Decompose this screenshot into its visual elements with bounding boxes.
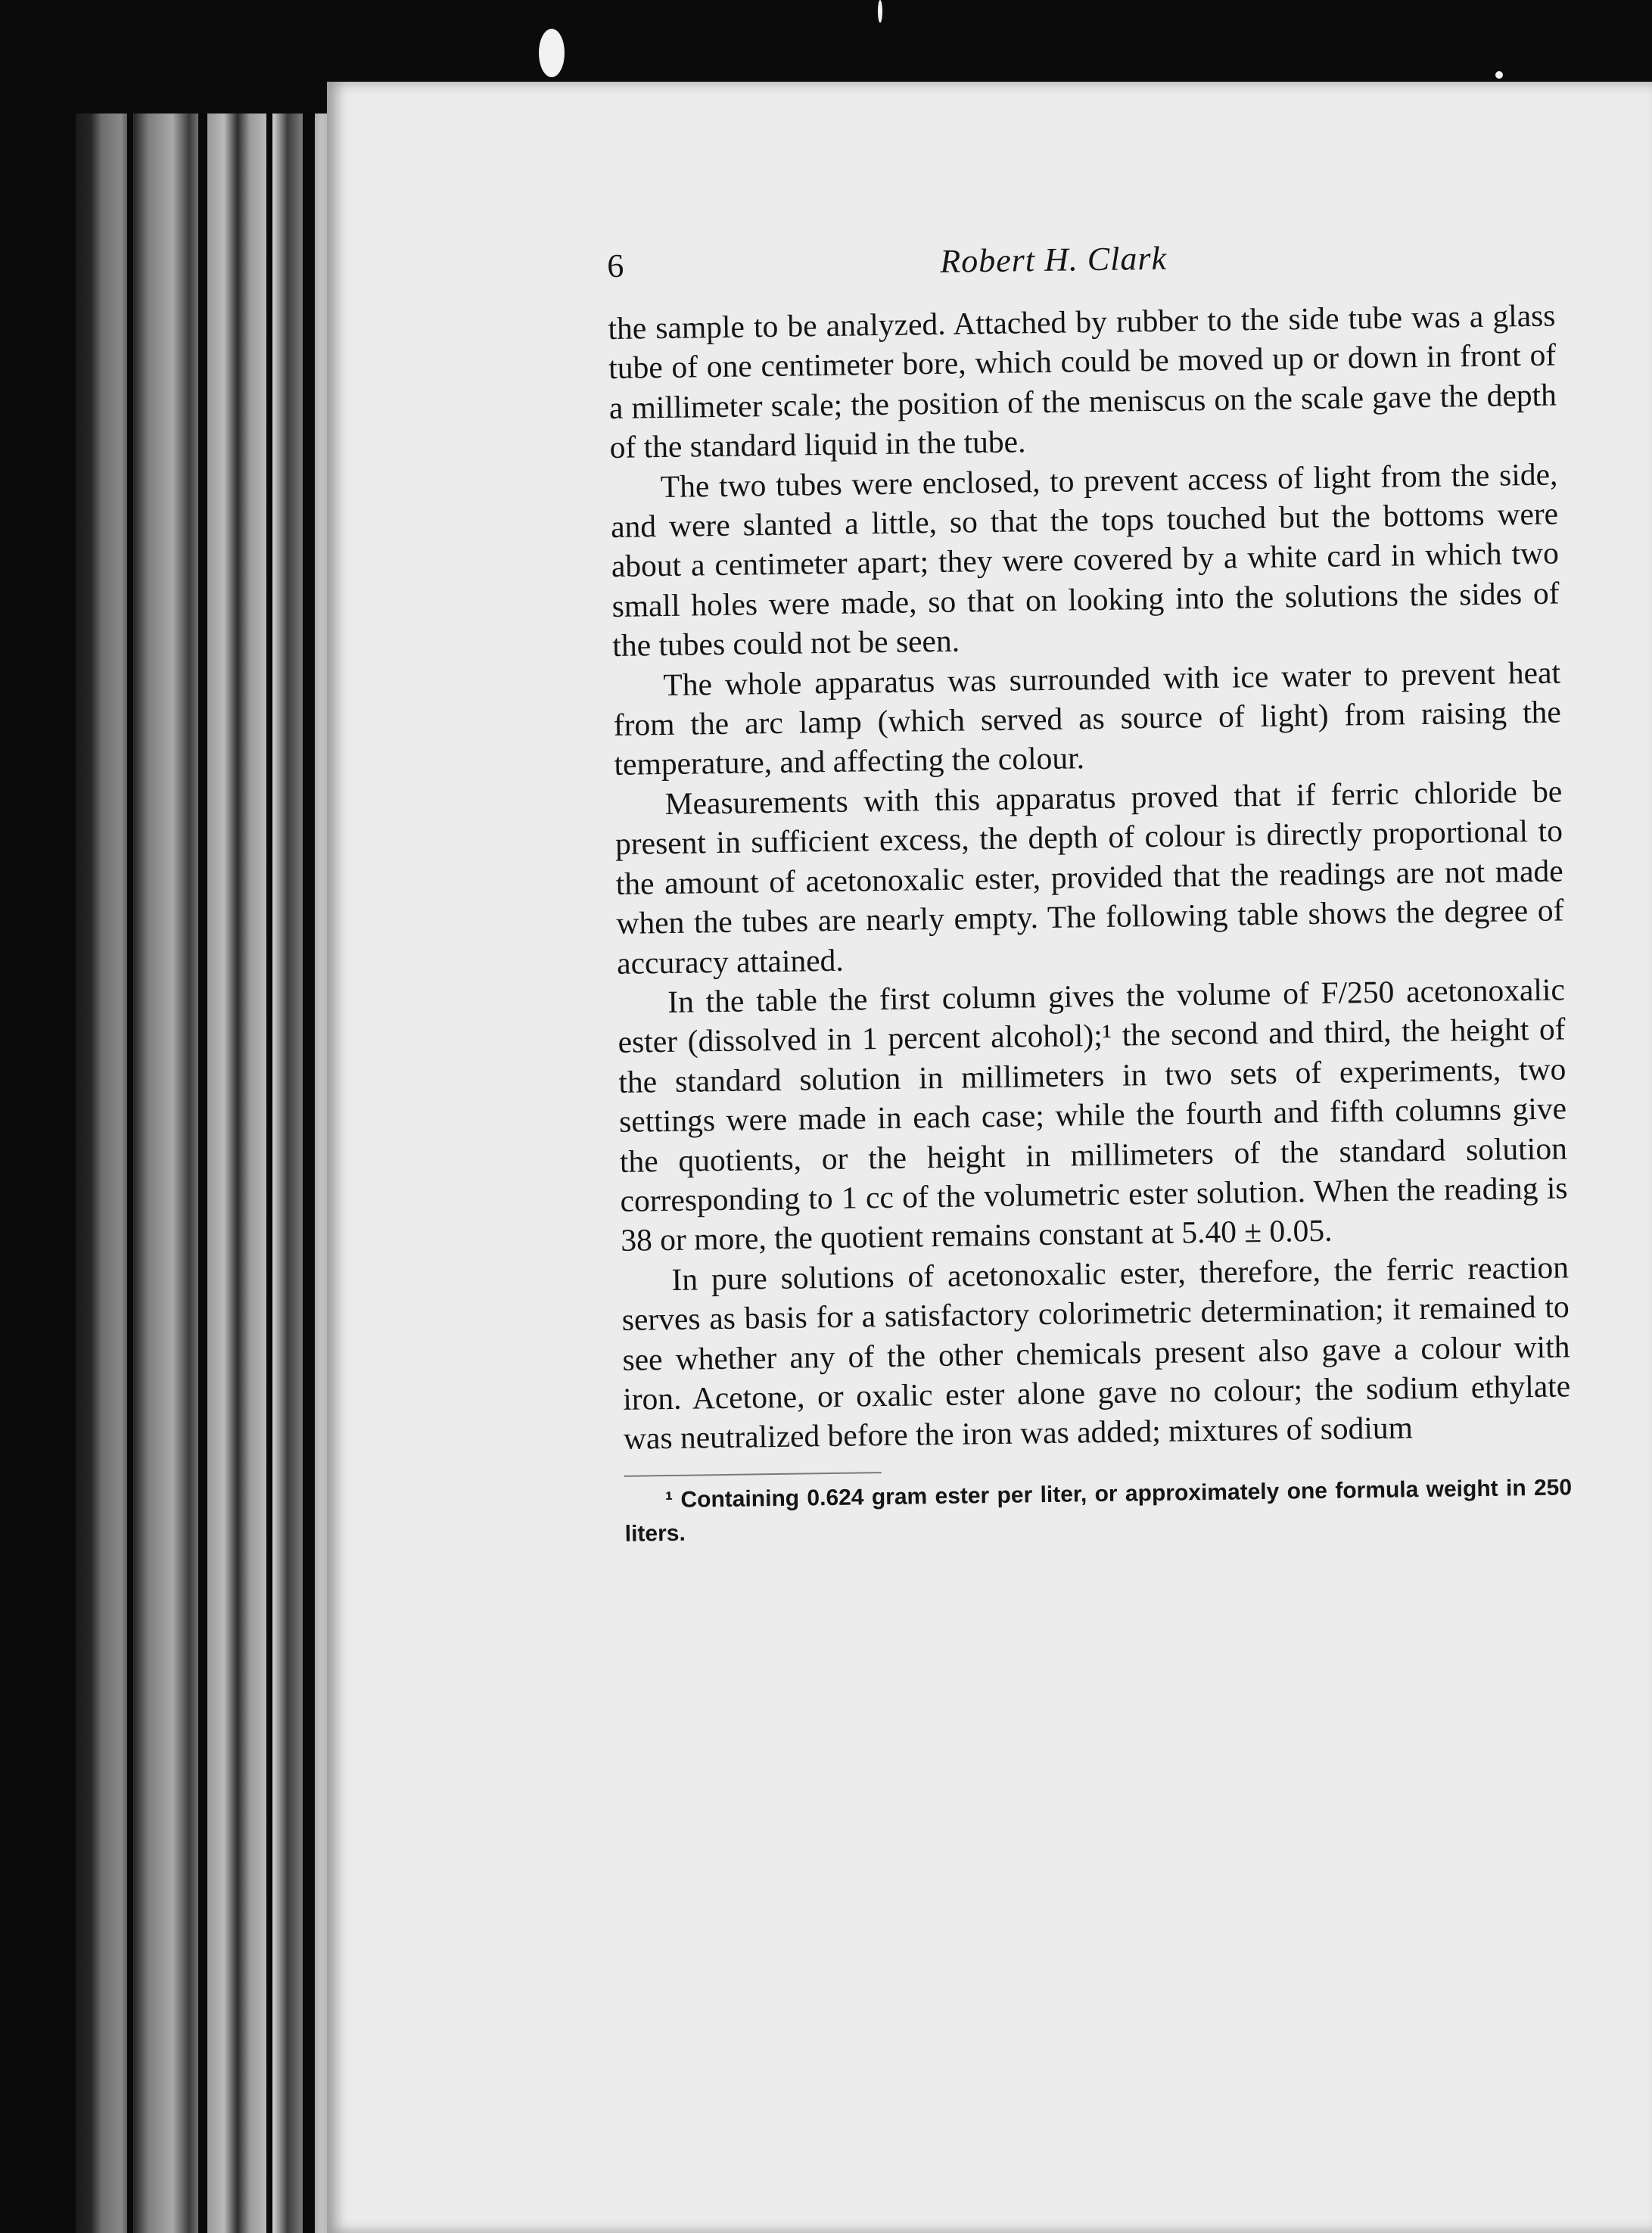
paragraph: In the table the first column gives the volume of F/250 acetonoxalic ester (dissolved in 1 percent alcohol);¹ the second and third, the height of the standard solution in millimeters in two sets of experiments, two settings were made in each case; while the fourth and fifth columns give the quotients, or the height in millimeters of the standard solution corresponding to 1 cc of the volumetric ester solution. When the reading is 38 or more, the quotient remains constant at 5.40 ± 0.05. (618, 972, 1568, 1258)
scan-speck (1495, 71, 1503, 79)
footnote-rule (624, 1472, 882, 1477)
body-text (608, 296, 1571, 1459)
page-edge-shadow (266, 114, 272, 2233)
paragraph: The whole apparatus was surrounded with ice water to prevent heat from the arc lamp (which served as source of light) from raising the temperature, and affecting the colour. (613, 655, 1562, 782)
book-page (327, 82, 1652, 2233)
paragraph: In pure solutions of acetonoxalic ester, therefore, the ferric reaction serves as basis for a satisfactory colorimetric determination; it remained to see whether any of the other chemicals present also gave a colour with iron. Acetone, or oxalic ester alone gave no colour; the sodium ethylate was neutralized before the iron was added; mixtures of sodium (621, 1249, 1571, 1457)
paragraph: the sample to be analyzed. Attached by rubber to the side tube was a glass tube of one centimeter bore, which could be moved up or down in front of a millimeter scale; the position of the meniscus on the scale gave the depth of the standard liquid in the tube. (608, 297, 1557, 465)
scan-speck (878, 0, 882, 23)
paragraph: Measurements with this apparatus proved that if ferric chloride be present in sufficient excess, the depth of colour is directly proportional to the amount of acetonoxalic ester, provided that the readings are not made when the tubes are nearly empty. The following table shows the degree of accuracy attained. (614, 773, 1564, 981)
page-edge-shadow (127, 114, 133, 2233)
page-content (607, 234, 1573, 1551)
page-number: 6 (607, 247, 624, 285)
paragraph: The two tubes were enclosed, to prevent access of light from the side, and were slanted a little, so that the tops touched but the bottoms were about a centimeter apart; they were covered by a white card in which two small holes were made, so that on looking into the solutions the sides of the tubes could not be seen. (610, 456, 1560, 664)
footnote: ¹ Containing 0.624 gram ester per liter, or approximately one formula weight in 250 liters. (624, 1475, 1573, 1547)
running-head (607, 234, 1555, 289)
page-edge-shadow (303, 114, 315, 2233)
running-title: Robert H. Clark (939, 239, 1168, 280)
scan-speck (539, 29, 565, 77)
page-edge-shadow (198, 114, 207, 2233)
